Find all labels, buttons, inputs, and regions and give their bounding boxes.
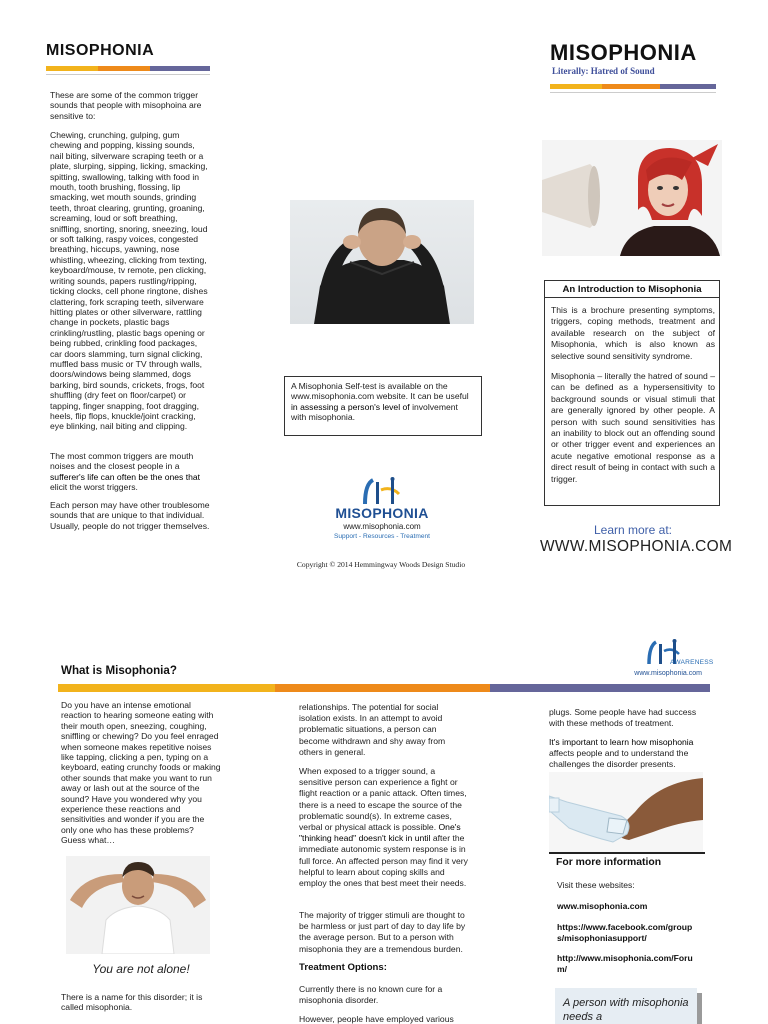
link-facebook-group[interactable]: https://www.facebook.com/groups/misophoniasupport/ xyxy=(557,922,693,943)
logo-url: www.misophonia.com xyxy=(343,522,421,531)
cover-title-underline xyxy=(550,92,716,93)
ear-plugs-paragraph: plugs. Some people have had success with these methods of treatment. xyxy=(549,707,697,729)
learn-how-highlight: It's important to learn how misophonia xyxy=(549,737,694,747)
link-forum[interactable]: http://www.misophonia.com/Forum/ xyxy=(557,953,693,974)
link-misophonia-site[interactable]: www.misophonia.com xyxy=(557,901,648,911)
common-triggers xyxy=(50,451,210,493)
selftest-part1: A Misophonia Self-test is available on the www.misophonia.com website. It can be useful xyxy=(291,381,469,402)
unique-triggers: Each person may have other troublesome sounds that are unique to that individual. Usually, people do not trigger themselves. xyxy=(50,500,210,531)
intro-paragraph-2 xyxy=(551,371,715,485)
selftest-text xyxy=(291,381,475,423)
woman-megaphone-illustration xyxy=(542,140,722,256)
woman-megaphone-photo xyxy=(542,140,722,256)
learn-more-label: Learn more at: xyxy=(593,523,673,537)
hand-crushing-bottle-illustration xyxy=(549,772,703,852)
learn-how-rest: affects people and to understand the challenges the disorder presents. xyxy=(549,748,689,770)
intro-paragraph-1: This is a brochure presenting symptoms, triggers, coping methods, treatment and available research on the subject of Misophonia, which is also known as selective sound sensitivity syndrome. xyxy=(551,305,715,361)
common-triggers-part3: elicit the worst triggers. xyxy=(50,482,138,493)
learn-more-link[interactable]: WWW.MISOPHONIA.COM xyxy=(540,538,733,555)
burden-paragraph: The majority of trigger stimuli are thought to be harmless or just part of day to day life by the average person. But to a person with misophonia they are a tremendous burden. xyxy=(299,910,466,954)
isolation-paragraph: relationships. The potential for social isolation exists. In an attempt to avoid problematic situations, a person can become withdrawn and shy away from others in general. xyxy=(299,702,446,757)
common-triggers-highlight: sufferer's life can often be the ones that xyxy=(50,471,201,482)
triggers-intro: These are some of the common trigger sounds that people with misophoina are sensitive to: xyxy=(50,90,202,121)
left-title-underline xyxy=(46,74,210,75)
fight-flight-part3: after the immediate autonomic system response is in full force. An affected person may find it very helpful to learn about coping skills and employ the ones that best meet their needs. xyxy=(299,833,468,889)
methods-paragraph: However, people have employed various xyxy=(299,1014,454,1024)
page2-divider-bar xyxy=(58,684,710,692)
selftest-box xyxy=(284,376,482,436)
man-hands-on-head-photo xyxy=(66,856,210,954)
awareness-url: www.misophonia.com xyxy=(634,670,702,677)
logo-name: MISOPHONIA xyxy=(335,505,429,521)
thinking-head-highlight: One's "thinking head" doesn't kick in until xyxy=(299,822,461,844)
what-is-heading: What is Misophonia? xyxy=(61,664,177,677)
fight-flight-paragraph xyxy=(299,766,469,889)
selftest-highlight: in assessing a person's level of xyxy=(291,401,410,412)
intro-definition-highlight: Misophonia – literally the hatred of sound xyxy=(551,371,708,381)
intro-definition-rest: – can be defined as a hypersensitivity to background sounds or visual stimuli that are generally ignored by other people. A person with such sound sensitivities has an inability to block out an offending sound or other trigger event and experiences an acute negative emotional response as a direct result of being in contact with such a trigger. xyxy=(551,371,715,484)
cover-subtitle: Literally: Hatred of Sound xyxy=(552,66,655,76)
triggers-list: Chewing, crunching, gulping, gum chewing and popping, kissing sounds, nail biting, silverware scraping teeth or a plate, slurping, sipping, licking, smacking, spitting, swallowing, talking with food in mouth, tooth brushing, flossing, lip smacking, wet mouth sounds, grinding teeth, throat clearing, grunting, groaning, screaming, loud or soft breathing, sniffling, snorting, snoring, sneezing, loud or soft talking, raspy voices, congested breathing, hiccups, yawning, nose whistling, wheezing, clicking from texting, keyboard/mouse, tv remote, pen clicking, writing sounds, papers rustling/ripping, ticking clocks, cell phone ringtone, dishes clattering, fork scraping teeth, silverware hitting plates or other silverware, rattling change in pockets, plastic bags crinkling/rustling, plastic bags opening or being rubbed, crinkling food packages, car doors slamming, turn signal clicking, muffled bass music or TV through walls, doors/windows being slammed, dogs barking, bird sounds, crickets, frogs, foot shuffling (dry feet on floor/carpet) or tapping, finger snapping, foot dragging, heels, flip flops, knuckle/joint cracking, eye blinking, nail biting and clipping. xyxy=(50,130,208,432)
fight-flight-part1: When exposed to a trigger sound, a sensitive person can experience a fight or flight reaction or a panic attack. Often times, there is a need to escape the source of the problematic sound(s). In extreme cases, verbal or physical attack is possible. xyxy=(299,766,467,833)
hand-crushing-bottle-photo xyxy=(549,772,703,852)
learn-how-paragraph xyxy=(549,737,705,771)
more-info-rule xyxy=(549,852,705,854)
quote-box xyxy=(555,988,697,1024)
what-is-paragraph-2: There is a name for this disorder; it is called misophonia. xyxy=(61,992,203,1013)
not-alone-caption: You are not alone! xyxy=(92,962,190,976)
more-info-heading: For more information xyxy=(556,857,662,868)
intro-heading: An Introduction to Misophonia xyxy=(562,284,702,295)
no-cure-paragraph: Currently there is no known cure for a misophonia disorder. xyxy=(299,984,443,1006)
cover-title: MISOPHONIA xyxy=(550,40,697,65)
copyright-notice: Copyright © 2014 Hemmingway Woods Design Studio xyxy=(296,560,466,569)
man-hands-on-head-illustration xyxy=(66,856,210,954)
common-triggers-part1: The most common triggers are mouth noises and the closest people in a xyxy=(50,451,194,472)
left-title-rule xyxy=(46,66,210,71)
treatment-heading: Treatment Options: xyxy=(299,962,387,973)
intro-box xyxy=(544,280,720,506)
intro-heading-rule xyxy=(545,297,719,298)
logo-tagline: Support - Resources - Treatment xyxy=(333,533,430,540)
man-covering-ears-illustration xyxy=(290,200,474,324)
cover-title-rule xyxy=(550,84,716,89)
logo-mark-icon xyxy=(361,476,405,506)
man-covering-ears-photo xyxy=(290,200,474,324)
what-is-paragraph-1: Do you have an intense emotional reaction to hearing someone eating with their mouth open, sneezing, coughing, sniffling or chewing? Do you feel enraged when someone makes repetitive noises like tapping, clicking a pen, typing on a keyboard, eating crunchy foods or making other sounds that make you want to run away or lash out at the source of the sound? Have you wondered why you experience these reactions and sensitivities and wonder if you are the only one who has these problems? Guess what… xyxy=(61,700,221,846)
awareness-label: AWARENESS xyxy=(670,659,714,666)
left-panel-title: MISOPHONIA xyxy=(46,42,155,59)
selftest-part3: involvement with misophonia. xyxy=(291,401,458,423)
visit-label: Visit these websites: xyxy=(557,880,635,890)
quote-text: A person with misophonia needs a xyxy=(563,997,689,1023)
